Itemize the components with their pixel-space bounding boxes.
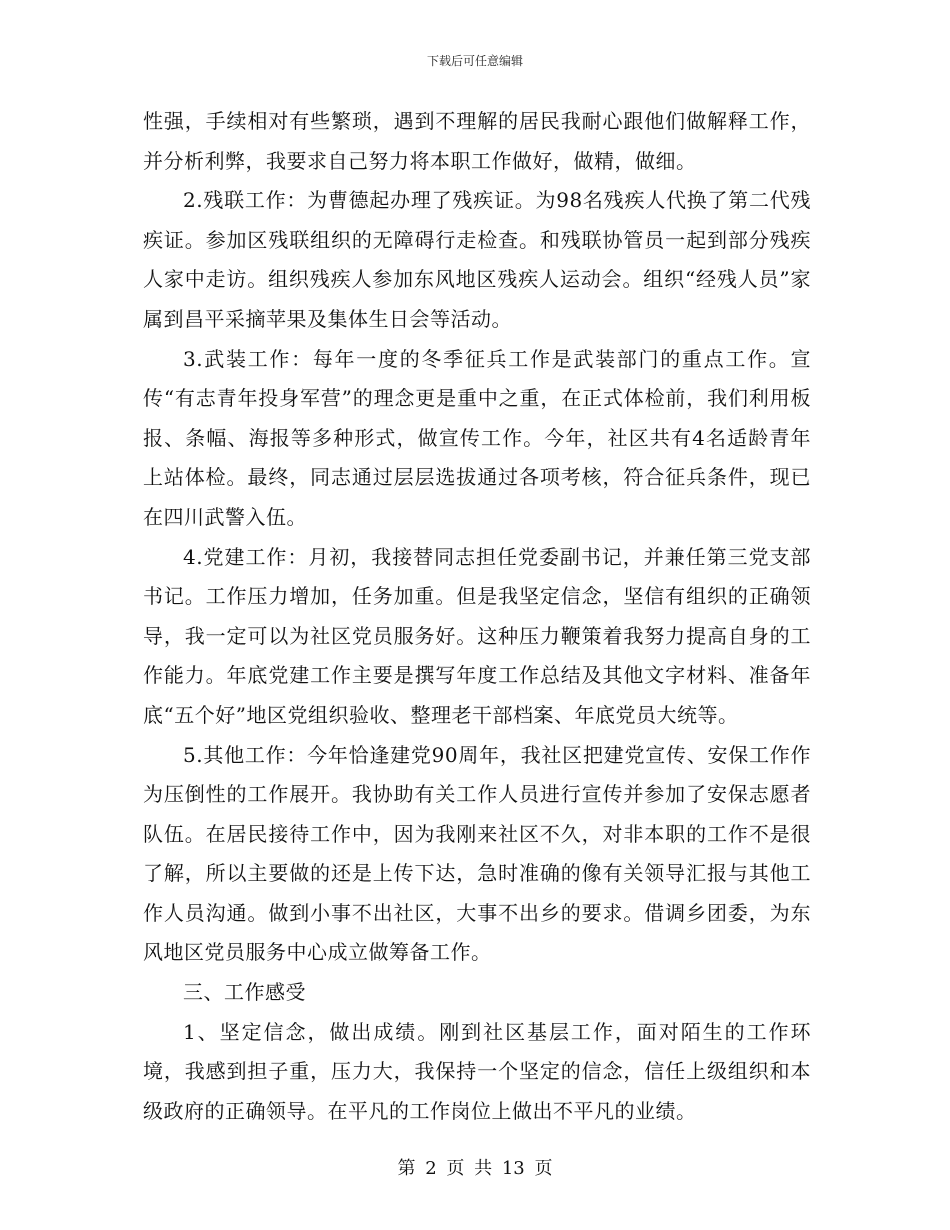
paragraph-2: 2.残联工作：为曹德起办理了残疾证。为98名残疾人代换了第二代残疾证。参加区残联组织的无障碍行走检查。和残联协管员一起到部分残疾人家中走访。组织残疾人参加东风地区残疾人运动会。组织“经残人员”家属到昌平采摘苹果及集体生日会等活动。 <box>143 188 811 331</box>
paragraph-4: 4.党建工作：月初，我接替同志担任党委副书记，并兼任第三党支部书记。工作压力增加，任务加重。但是我坚定信念，坚信有组织的正确领导，我一定可以为社区党员服务好。这种压力鞭策着我努力提高自身的工作能力。年底党建工作主要是撰写年度工作总结及其他文字材料、准备年底“五个好”地区党组织验收、整理老干部档案、年底党员大统等。 <box>143 544 811 727</box>
paragraph-3: 3.武装工作：每年一度的冬季征兵工作是武装部门的重点工作。宣传“有志青年投身军营”的理念更是重中之重，在正式体检前，我们利用板报、条幅、海报等多种形式，做宣传工作。今年，社区共有4名适龄青年上站体检。最终，同志通过层层选拔通过各项考核，符合征兵条件，现已在四川武警入伍。 <box>143 346 811 529</box>
page-header: 下载后可任意编辑 <box>426 54 523 68</box>
paragraph-1: 性强，手续相对有些繁琐，遇到不理解的居民我耐心跟他们做解释工作，并分析利弊，我要求自己努力将本职工作做好，做精，做细。 <box>143 109 811 173</box>
paragraph-6: 1、坚定信念，做出成绩。刚到社区基层工作，面对陌生的工作环境，我感到担子重，压力大，我保持一个坚定的信念，信任上级组织和本级政府的正确领导。在平凡的工作岗位上做出不平凡的业绩。 <box>143 1019 811 1123</box>
paragraph-5: 5.其他工作：今年恰逢建党90周年，我社区把建党宣传、安保工作作为压倒性的工作展开。我协助有关工作人员进行宣传并参加了安保志愿者队伍。在居民接待工作中，因为我刚来社区不久，对非本职的工作不是很了解，所以主要做的还是上传下达，急时准确的像有关领导汇报与其他工作人员沟通。做到小事不出社区，大事不出乡的要求。借调乡团委，为东风地区党员服务中心成立做筹备工作。 <box>143 742 811 965</box>
page-footer: 第 2 页 共 13 页 <box>397 1158 553 1179</box>
section-heading: 三、工作感受 <box>183 980 306 1005</box>
document-body <box>143 102 811 1131</box>
